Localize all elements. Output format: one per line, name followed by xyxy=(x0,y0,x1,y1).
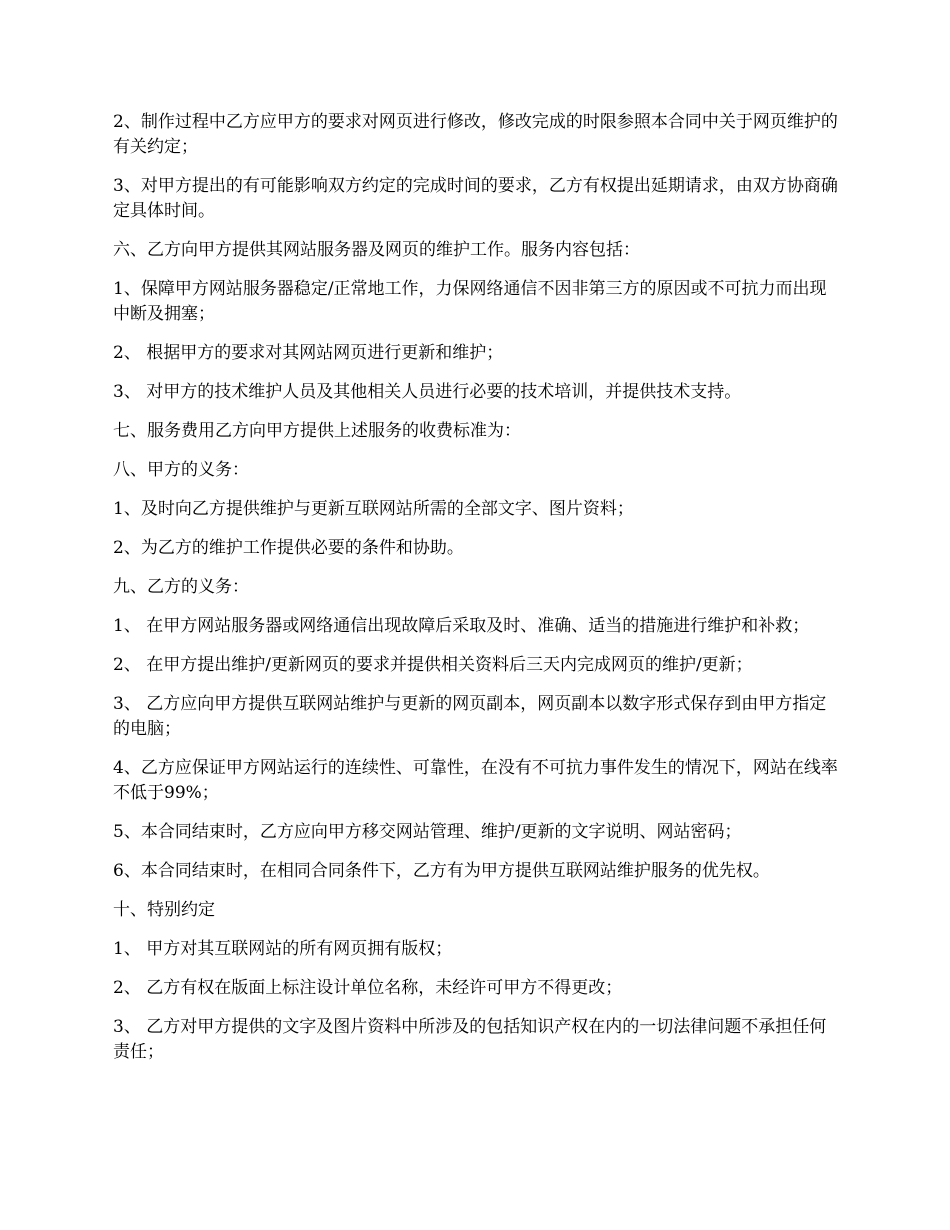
document-body xyxy=(113,110,841,1079)
paragraph: 3、 对甲方的技术维护人员及其他相关人员进行必要的技术培训，并提供技术支持。 xyxy=(113,382,742,402)
paragraph: 4、乙方应保证甲方网站运行的连续性、可靠性，在没有不可抗力事件发生的情况下，网站在线率不低于99%； xyxy=(113,758,838,803)
paragraph: 1、及时向乙方提供维护与更新互联网站所需的全部文字、图片资料； xyxy=(113,499,634,519)
paragraph: 1、 甲方对其互联网站的所有网页拥有版权； xyxy=(113,939,453,959)
paragraph: 2、制作过程中乙方应甲方的要求对网页进行修改，修改完成的时限参照本合同中关于网页维护的有关约定； xyxy=(113,112,838,157)
paragraph: 3、 乙方应向甲方提供互联网站维护与更新的网页副本，网页副本以数字形式保存到由甲方指定的电脑； xyxy=(113,694,827,739)
section-heading: 六、乙方向甲方提供其网站服务器及网页的维护工作。服务内容包括： xyxy=(113,240,640,260)
section-heading: 九、乙方的义务： xyxy=(113,577,249,597)
paragraph: 2、 根据甲方的要求对其网站网页进行更新和维护； xyxy=(113,343,504,363)
paragraph: 2、 乙方有权在版面上标注设计单位名称，未经许可甲方不得更改； xyxy=(113,978,623,998)
section-heading: 七、服务费用乙方向甲方提供上述服务的收费标准为： xyxy=(113,421,521,441)
paragraph: 3、 乙方对甲方提供的文字及图片资料中所涉及的包括知识产权在内的一切法律问题不承担任何责任； xyxy=(113,1017,827,1062)
paragraph: 3、对甲方提出的有可能影响双方约定的完成时间的要求，乙方有权提出延期请求，由双方协商确定具体时间。 xyxy=(113,176,838,221)
paragraph: 1、保障甲方网站服务器稳定/正常地工作，力保网络通信不因非第三方的原因或不可抗力而出现中断及拥塞； xyxy=(113,279,827,324)
paragraph: 2、为乙方的维护工作提供必要的条件和协助。 xyxy=(113,538,464,558)
section-heading: 十、特别约定 xyxy=(113,900,215,920)
paragraph: 5、本合同结束时，乙方应向甲方移交网站管理、维护/更新的文字说明、网站密码； xyxy=(113,822,742,842)
paragraph: 2、 在甲方提出维护/更新网页的要求并提供相关资料后三天内完成网页的维护/更新； xyxy=(113,655,753,675)
paragraph: 6、本合同结束时，在相同合同条件下，乙方有为甲方提供互联网站维护服务的优先权。 xyxy=(113,861,770,881)
paragraph: 1、 在甲方网站服务器或网络通信出现故障后采取及时、准确、适当的措施进行维护和补救； xyxy=(113,616,810,636)
section-heading: 八、甲方的义务： xyxy=(113,460,249,480)
